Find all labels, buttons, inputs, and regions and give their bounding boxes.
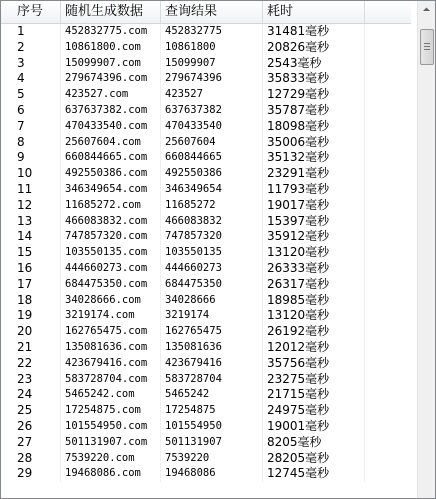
- row-index: 27: [13, 435, 61, 451]
- table-row[interactable]: [1, 214, 411, 230]
- row-elapsed: 18985毫秒: [263, 293, 365, 309]
- row-elapsed: 23291毫秒: [263, 166, 365, 182]
- row-query-result: 19468086: [161, 466, 263, 482]
- table-row[interactable]: [1, 71, 411, 87]
- row-random-data: 11685272.com: [61, 198, 161, 214]
- row-index: 21: [13, 340, 61, 356]
- row-query-result: 444660273: [161, 261, 263, 277]
- row-query-result: 25607604: [161, 135, 263, 151]
- row-index: 23: [13, 372, 61, 388]
- row-elapsed: 12745毫秒: [263, 466, 365, 482]
- table-row[interactable]: [1, 403, 411, 419]
- row-random-data: 747857320.com: [61, 229, 161, 245]
- table-row[interactable]: [1, 198, 411, 214]
- row-random-data: 423527.com: [61, 87, 161, 103]
- row-index: 2: [13, 40, 61, 56]
- row-query-result: 660844665: [161, 150, 263, 166]
- table-row[interactable]: [1, 466, 411, 482]
- row-query-result: 279674396: [161, 71, 263, 87]
- row-index: 9: [13, 150, 61, 166]
- table-row[interactable]: [1, 356, 411, 372]
- row-elapsed: 11793毫秒: [263, 182, 365, 198]
- row-index: 28: [13, 451, 61, 467]
- row-query-result: 637637382: [161, 103, 263, 119]
- row-index: 26: [13, 419, 61, 435]
- row-random-data: 101554950.com: [61, 419, 161, 435]
- row-random-data: 423679416.com: [61, 356, 161, 372]
- row-index: 6: [13, 103, 61, 119]
- row-random-data: 492550386.com: [61, 166, 161, 182]
- column-header-random-data[interactable]: 随机生成数据: [61, 1, 161, 23]
- row-elapsed: 19017毫秒: [263, 198, 365, 214]
- row-random-data: 3219174.com: [61, 308, 161, 324]
- row-random-data: 162765475.com: [61, 324, 161, 340]
- table-row[interactable]: [1, 308, 411, 324]
- row-random-data: 7539220.com: [61, 451, 161, 467]
- table-row[interactable]: [1, 40, 411, 56]
- row-query-result: 101554950: [161, 419, 263, 435]
- table-row[interactable]: [1, 150, 411, 166]
- row-elapsed: 19001毫秒: [263, 419, 365, 435]
- row-elapsed: 35833毫秒: [263, 71, 365, 87]
- row-random-data: 660844665.com: [61, 150, 161, 166]
- table-row[interactable]: [1, 340, 411, 356]
- table-row[interactable]: [1, 419, 411, 435]
- table-row[interactable]: [1, 166, 411, 182]
- row-random-data: 279674396.com: [61, 71, 161, 87]
- row-random-data: 34028666.com: [61, 293, 161, 309]
- scrollbar-thumb[interactable]: [420, 29, 434, 65]
- row-index: 3: [13, 56, 61, 72]
- row-query-result: 7539220: [161, 451, 263, 467]
- row-elapsed: 31481毫秒: [263, 24, 365, 40]
- row-query-result: 5465242: [161, 387, 263, 403]
- table-row[interactable]: [1, 293, 411, 309]
- arrow-up-icon[interactable]: [418, 1, 435, 18]
- row-index: 14: [13, 229, 61, 245]
- row-index: 12: [13, 198, 61, 214]
- row-query-result: 34028666: [161, 293, 263, 309]
- row-random-data: 466083832.com: [61, 214, 161, 230]
- row-elapsed: 35756毫秒: [263, 356, 365, 372]
- row-random-data: 470433540.com: [61, 119, 161, 135]
- table-row[interactable]: [1, 387, 411, 403]
- row-random-data: 637637382.com: [61, 103, 161, 119]
- row-random-data: 135081636.com: [61, 340, 161, 356]
- row-elapsed: 15397毫秒: [263, 214, 365, 230]
- row-elapsed: 20826毫秒: [263, 40, 365, 56]
- row-index: 17: [13, 277, 61, 293]
- row-elapsed: 13120毫秒: [263, 245, 365, 261]
- row-random-data: 583728704.com: [61, 372, 161, 388]
- table-row[interactable]: [1, 182, 411, 198]
- row-random-data: 103550135.com: [61, 245, 161, 261]
- table-body: [1, 24, 411, 482]
- row-random-data: 17254875.com: [61, 403, 161, 419]
- row-elapsed: 35006毫秒: [263, 135, 365, 151]
- table-row[interactable]: [1, 87, 411, 103]
- table-row[interactable]: [1, 435, 411, 451]
- row-index: 10: [13, 166, 61, 182]
- table-row[interactable]: [1, 103, 411, 119]
- row-elapsed: 24975毫秒: [263, 403, 365, 419]
- table-row[interactable]: [1, 24, 411, 40]
- row-index: 5: [13, 87, 61, 103]
- row-query-result: 135081636: [161, 340, 263, 356]
- row-index: 4: [13, 71, 61, 87]
- row-index: 24: [13, 387, 61, 403]
- row-random-data: 501131907.com: [61, 435, 161, 451]
- row-query-result: 17254875: [161, 403, 263, 419]
- row-elapsed: 35912毫秒: [263, 229, 365, 245]
- row-index: 7: [13, 119, 61, 135]
- row-elapsed: 35132毫秒: [263, 150, 365, 166]
- table-row[interactable]: [1, 324, 411, 340]
- table-row[interactable]: [1, 261, 411, 277]
- column-header-index[interactable]: 序号: [13, 1, 61, 23]
- row-query-result: 103550135: [161, 245, 263, 261]
- row-index: 29: [13, 466, 61, 482]
- row-random-data: 5465242.com: [61, 387, 161, 403]
- row-query-result: 583728704: [161, 372, 263, 388]
- vertical-scrollbar[interactable]: [417, 1, 435, 498]
- row-query-result: 10861800: [161, 40, 263, 56]
- table-row[interactable]: [1, 56, 411, 72]
- row-index: 18: [13, 293, 61, 309]
- row-elapsed: 2543毫秒: [263, 56, 365, 72]
- table-row[interactable]: [1, 245, 411, 261]
- row-index: 20: [13, 324, 61, 340]
- row-random-data: 19468086.com: [61, 466, 161, 482]
- row-index: 15: [13, 245, 61, 261]
- row-query-result: 3219174: [161, 308, 263, 324]
- row-query-result: 423679416: [161, 356, 263, 372]
- row-query-result: 466083832: [161, 214, 263, 230]
- table-row[interactable]: [1, 135, 411, 151]
- row-elapsed: 26192毫秒: [263, 324, 365, 340]
- row-random-data: 15099907.com: [61, 56, 161, 72]
- row-random-data: 10861800.com: [61, 40, 161, 56]
- table-row[interactable]: [1, 372, 411, 388]
- column-header: [1, 1, 411, 24]
- row-query-result: 11685272: [161, 198, 263, 214]
- row-random-data: 25607604.com: [61, 135, 161, 151]
- row-index: 11: [13, 182, 61, 198]
- row-elapsed: 23275毫秒: [263, 372, 365, 388]
- row-query-result: 452832775: [161, 24, 263, 40]
- row-random-data: 452832775.com: [61, 24, 161, 40]
- row-index: 25: [13, 403, 61, 419]
- table-row[interactable]: [1, 451, 411, 467]
- row-query-result: 747857320: [161, 229, 263, 245]
- row-random-data: 346349654.com: [61, 182, 161, 198]
- row-index: 16: [13, 261, 61, 277]
- row-query-result: 470433540: [161, 119, 263, 135]
- row-elapsed: 18098毫秒: [263, 119, 365, 135]
- row-index: 22: [13, 356, 61, 372]
- row-query-result: 15099907: [161, 56, 263, 72]
- row-index: 13: [13, 214, 61, 230]
- row-query-result: 492550386: [161, 166, 263, 182]
- row-elapsed: 12729毫秒: [263, 87, 365, 103]
- row-query-result: 684475350: [161, 277, 263, 293]
- row-elapsed: 28205毫秒: [263, 451, 365, 467]
- row-elapsed: 26317毫秒: [263, 277, 365, 293]
- row-query-result: 423527: [161, 87, 263, 103]
- row-elapsed: 35787毫秒: [263, 103, 365, 119]
- row-query-result: 501131907: [161, 435, 263, 451]
- row-elapsed: 26333毫秒: [263, 261, 365, 277]
- row-random-data: 444660273.com: [61, 261, 161, 277]
- row-random-data: 684475350.com: [61, 277, 161, 293]
- column-header-elapsed[interactable]: 耗时: [263, 1, 365, 23]
- row-index: 8: [13, 135, 61, 151]
- row-query-result: 162765475: [161, 324, 263, 340]
- row-elapsed: 21715毫秒: [263, 387, 365, 403]
- row-index: 1: [13, 24, 61, 40]
- table-row[interactable]: [1, 119, 411, 135]
- table-row[interactable]: [1, 229, 411, 245]
- row-elapsed: 13120毫秒: [263, 308, 365, 324]
- row-elapsed: 8205毫秒: [263, 435, 365, 451]
- row-index: 19: [13, 308, 61, 324]
- table-row[interactable]: [1, 277, 411, 293]
- column-header-query-result[interactable]: 查询结果: [161, 1, 263, 23]
- row-query-result: 346349654: [161, 182, 263, 198]
- row-elapsed: 12012毫秒: [263, 340, 365, 356]
